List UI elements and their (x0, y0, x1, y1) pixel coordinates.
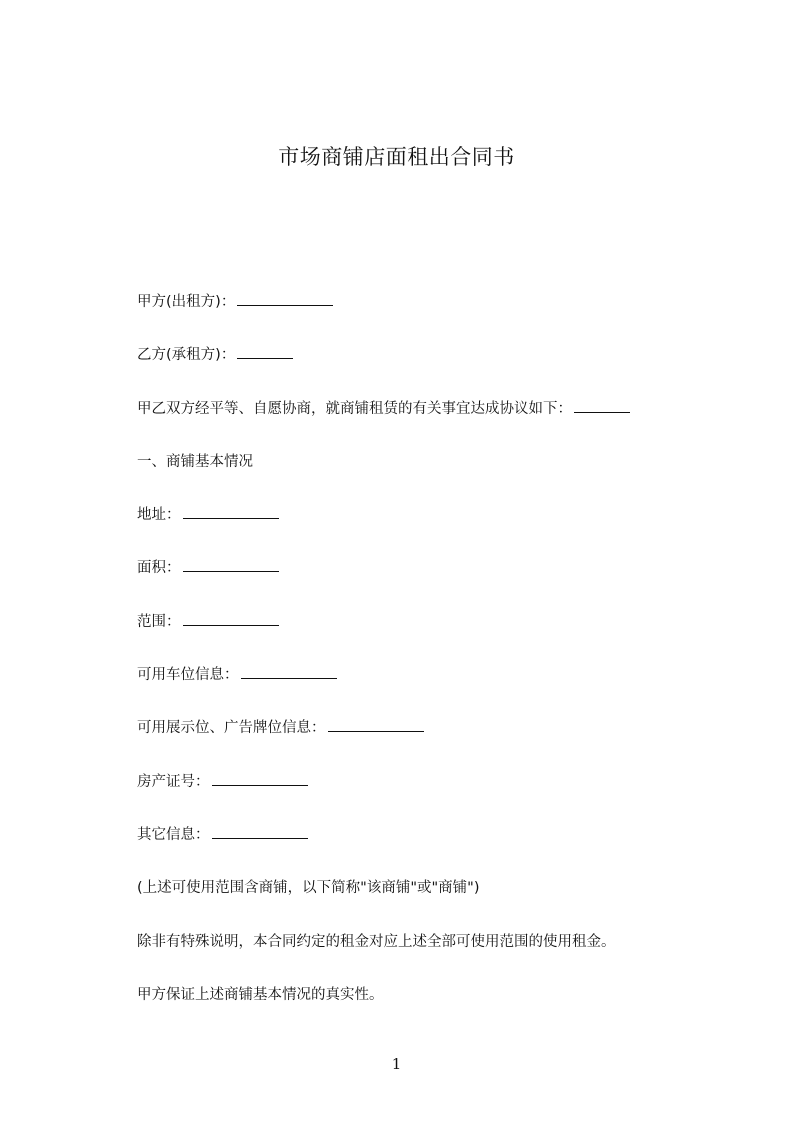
note-text: (上述可使用范围含商铺，以下简称"该商铺"或"商铺") (137, 880, 480, 896)
party-a-line (137, 292, 333, 312)
parking-blank (241, 665, 337, 679)
display-line (137, 718, 424, 738)
agreement-text: 甲乙双方经平等、自愿协商，就商铺租赁的有关事宜达成协议如下： (137, 401, 572, 417)
property-cert-line (137, 772, 308, 792)
section-heading-text: 一、商铺基本情况 (137, 454, 253, 470)
area-blank (183, 558, 279, 572)
area-line (137, 558, 279, 578)
area-label: 面积： (137, 560, 181, 576)
agreement-blank (574, 399, 630, 413)
guarantee-line (137, 985, 384, 1005)
rent-note-text: 除非有特殊说明，本合同约定的租金对应上述全部可使用范围的使用租金。 (137, 934, 616, 950)
scope-label: 范围： (137, 614, 181, 630)
address-line (137, 505, 279, 525)
property-cert-blank (212, 772, 308, 786)
other-info-label: 其它信息： (137, 827, 210, 843)
parking-label: 可用车位信息： (137, 667, 239, 683)
address-blank (183, 505, 279, 519)
other-info-line (137, 825, 308, 845)
party-b-label: 乙方(承租方)： (137, 347, 236, 363)
agreement-line (137, 399, 630, 419)
scope-blank (183, 612, 279, 626)
note-line (137, 878, 480, 898)
display-blank (328, 718, 424, 732)
parking-line (137, 665, 337, 685)
party-b-line (137, 345, 293, 365)
party-b-blank (237, 345, 293, 359)
document-title: 市场商铺店面租出合同书 (278, 145, 515, 169)
other-info-blank (212, 825, 308, 839)
scope-line (137, 612, 279, 632)
page-number: 1 (391, 1055, 402, 1073)
display-label: 可用展示位、广告牌位信息： (137, 720, 326, 736)
guarantee-text: 甲方保证上述商铺基本情况的真实性。 (137, 987, 384, 1003)
rent-note-line (137, 932, 616, 952)
section-heading (137, 452, 253, 472)
address-label: 地址： (137, 507, 181, 523)
property-cert-label: 房产证号： (137, 774, 210, 790)
party-a-blank (237, 292, 333, 306)
party-a-label: 甲方(出租方)： (137, 294, 236, 310)
